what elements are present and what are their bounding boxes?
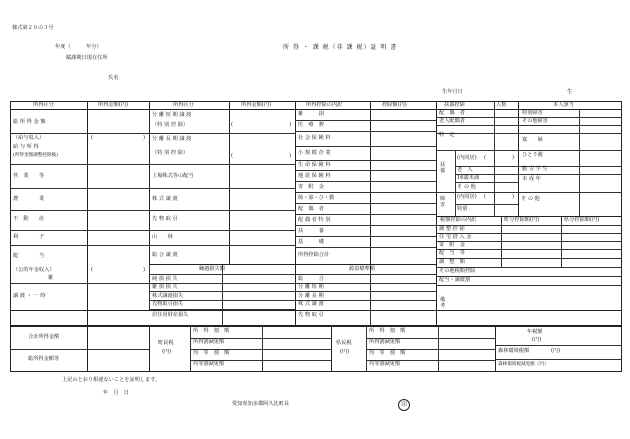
name-label: 氏名 [108, 75, 119, 81]
annual-tax-yen: (円) [532, 337, 542, 343]
sep-short-transfer-label: 分 離 短 期 譲 渡 [152, 112, 192, 118]
tax-ded-dividend: 配 当 等 [439, 250, 465, 256]
disabled-group-label: 障害 [440, 196, 446, 208]
dep-cohabit: (内同居) [457, 155, 477, 161]
std-row-4: 株 式 譲 渡 [298, 301, 324, 307]
carry-loss-title: 繰越損失額 [199, 266, 225, 272]
town-row-2: 所得割減免額 [193, 339, 225, 345]
self-special-disabled: 特別障害 [522, 110, 543, 116]
carry-row-5: 居住用財産損失 [152, 312, 189, 318]
total-income-sum-label: 合計所得金額 [28, 334, 60, 340]
futures-label: 先 物 取 引 [152, 216, 178, 222]
dep-specific: 特 定 [439, 132, 455, 138]
std-amount-title: 源泉標準額 [349, 266, 375, 272]
tax-ded-adjust: 調 整 控 除 [439, 226, 465, 232]
self-single-parent: ひとり親 [522, 152, 543, 158]
interest-label: 利 子 [13, 234, 45, 240]
general-transfer-label: 総 合 譲 渡 [152, 252, 178, 258]
pref-tax-label: 県民税 [336, 340, 352, 346]
dep-elderly: 老 人 [457, 167, 473, 173]
real-estate-label: 不 動 産 [13, 216, 45, 222]
salary-adjusted-label: (所得金額調整控除後) [13, 153, 58, 158]
ded-spouse-special: 配 偶 者 特 別 [298, 217, 331, 223]
total-amount-label: 総所得金額等 [28, 356, 60, 362]
dep-group-label: 扶養 [440, 162, 446, 174]
annual-tax-label: 年税額 [527, 329, 543, 335]
ded-basic: 基 礎 [298, 239, 324, 245]
tax-ded-town-header: 町分控除額(円) [504, 217, 540, 223]
forest-label: 山 林 [152, 234, 173, 240]
ded-casualty: 雑 損 [298, 111, 324, 117]
std-row-1: 総 合 [298, 276, 324, 282]
form-number: 様式第２０の３号 [12, 25, 54, 31]
listed-dividend-label: 上場株式等の配当 [152, 173, 194, 179]
sep-long-transfer-label: 分 離 長 期 譲 渡 [152, 136, 192, 142]
pref-row-1: 所 得 割 額 [369, 328, 406, 334]
tax-ded-dividend-transfer: 配当・譲渡割 [439, 277, 471, 283]
misc-label: 雑 [48, 275, 54, 281]
self-widow: 寡 婦 [522, 137, 543, 143]
income-amount-header-2: 所得金額(円) [241, 102, 271, 108]
self-applicable-header: 本人該当 [553, 102, 574, 108]
paren-close: ) [143, 135, 146, 141]
pension-revenue-label: （公的年金収入） [13, 267, 55, 273]
dependents-count-header: 人数 [496, 102, 507, 108]
birth-suffix: 生 [567, 89, 573, 95]
disabled-other: そ の 他 [521, 196, 540, 202]
transfer-temp-label: 譲 渡 ・ 一 時 [13, 293, 46, 299]
dep-spouse: 配 偶 者 [439, 110, 465, 116]
dep-elderly-spouse: 老人配偶者 [439, 118, 465, 124]
official-seal: 印 [398, 399, 410, 411]
special-deduction-label: （特 別 控 除） [152, 122, 189, 128]
pref-row-4: 均等割減免額 [369, 361, 401, 367]
paren-close-2: ) [143, 267, 146, 273]
disabled-cohabit: (内同居) [457, 194, 477, 200]
paren-close-4: ) [289, 153, 292, 159]
ded-earthquake: 地 震 保 険 料 [298, 173, 331, 179]
dependents-header: 扶養控除 [444, 102, 465, 108]
total-income-label: 総 所 得 金 額 [13, 119, 46, 125]
self-working-student: 勤 労 学 生 [522, 166, 548, 172]
issuer-name: 愛知県知多郡阿久比町長 [232, 401, 290, 407]
tax-ded-pref-header: 県分控除額(円) [564, 217, 600, 223]
ded-donation: 寄 附 金 [298, 184, 324, 190]
env-tax-label: 森林環境税額 [498, 348, 530, 354]
agriculture-label: 農 業 [13, 196, 45, 202]
paren-close-5: ) [512, 155, 515, 161]
pref-row-2: 所得割減免額 [369, 339, 401, 345]
dividend-label: 配 当 [13, 253, 45, 259]
env-tax-exempt-label: 森林環境税減免額（円） [498, 362, 549, 367]
std-row-2: 分 離 短 期 [298, 284, 324, 290]
ded-disability: 障・寡・ひ・勤 [298, 195, 335, 201]
paren-close-6: ) [512, 194, 515, 200]
dep-under16: 16歳未満 [457, 175, 480, 181]
carry-row-3: 株式譲渡損失 [152, 293, 184, 299]
std-row-3: 分 離 長 期 [298, 293, 324, 299]
tax-ded-adjustment: 調 整 額 [439, 259, 465, 265]
salary-revenue-label: （給与収入） [13, 135, 45, 141]
tax-ded-other: その他税額控除 [439, 268, 476, 274]
paren-close-3: ) [289, 122, 292, 128]
income-amount-header: 所得金額(円) [98, 102, 128, 108]
deduction-amount-header: 控除額(円) [382, 102, 407, 108]
std-row-5: 先 物 取 引 [298, 312, 324, 318]
issue-date-label: 年 月 日 [103, 390, 129, 396]
deduction-type-header: 所得控除の内訳 [306, 102, 343, 108]
env-tax-yen: (円) [551, 348, 561, 354]
special-deduction-label-2: （特 別 控 除） [152, 150, 189, 156]
town-row-1: 所 得 割 額 [193, 328, 230, 334]
ded-dependents: 扶 養 [298, 228, 324, 234]
paren-open-6: ( [484, 194, 487, 200]
carry-row-1: 純 損 損 失 [152, 276, 178, 282]
ded-total: 所得控除合計 [298, 252, 330, 258]
notes-label: 備考 [440, 297, 446, 309]
carry-row-2: 雑 損 損 失 [152, 284, 178, 290]
income-type-header: 所得区分 [33, 102, 54, 108]
business-label: 営 業 等 [13, 173, 45, 179]
paren-open-4: ( [231, 153, 234, 159]
town-row-4: 均等割減免額 [193, 361, 225, 367]
carry-row-4: 先物取引損失 [152, 301, 184, 307]
town-tax-yen: (円) [162, 349, 172, 355]
paren-open-5: ( [484, 155, 487, 161]
ded-spouse: 配 偶 者 [298, 206, 324, 212]
town-tax-label: 町民税 [158, 340, 174, 346]
address-label: 賦課期日現在住所 [66, 55, 108, 61]
paren-open-2: ( [91, 267, 94, 273]
tax-ded-header: 税額控除の内訳 [440, 217, 477, 223]
income-type-header-2: 所得区分 [173, 102, 194, 108]
stock-transfer-label: 株 式 譲 渡 [152, 196, 178, 202]
self-other-disabled: その他障害 [522, 118, 548, 124]
pref-row-3: 均 等 割 額 [369, 350, 406, 356]
town-row-3: 均 等 割 額 [193, 350, 230, 356]
document-title: 所 得 ・ 課 税（非 課 税）証 明 書 [283, 44, 398, 51]
salary-income-label: 給 与 所 得 [13, 144, 39, 150]
tax-ded-donation: 寄 附 金 [439, 242, 465, 248]
self-minor: 未 成 年 [522, 176, 541, 182]
paren-open-3: ( [231, 122, 234, 128]
disabled-special: 特別 [457, 206, 468, 212]
ded-small-business: 小 規 模 企 業 [298, 150, 331, 156]
fiscal-year-label: 年度（ 年分） [55, 44, 102, 50]
tax-ded-housing: 住 宅 借 入 金 [439, 234, 472, 240]
paren-open: ( [91, 135, 94, 141]
ded-life-insurance: 生 命 保 険 料 [298, 162, 331, 168]
pref-tax-yen: (円) [340, 349, 350, 355]
birth-date-label: 生年月日 [442, 89, 463, 95]
dep-other: そ の 他 [457, 184, 476, 190]
ded-medical: 医 療 費 [298, 122, 324, 128]
ded-social-insurance: 社 会 保 険 料 [298, 135, 331, 141]
certify-text: 上記のとおり相違ないことを証明します。 [62, 377, 161, 383]
